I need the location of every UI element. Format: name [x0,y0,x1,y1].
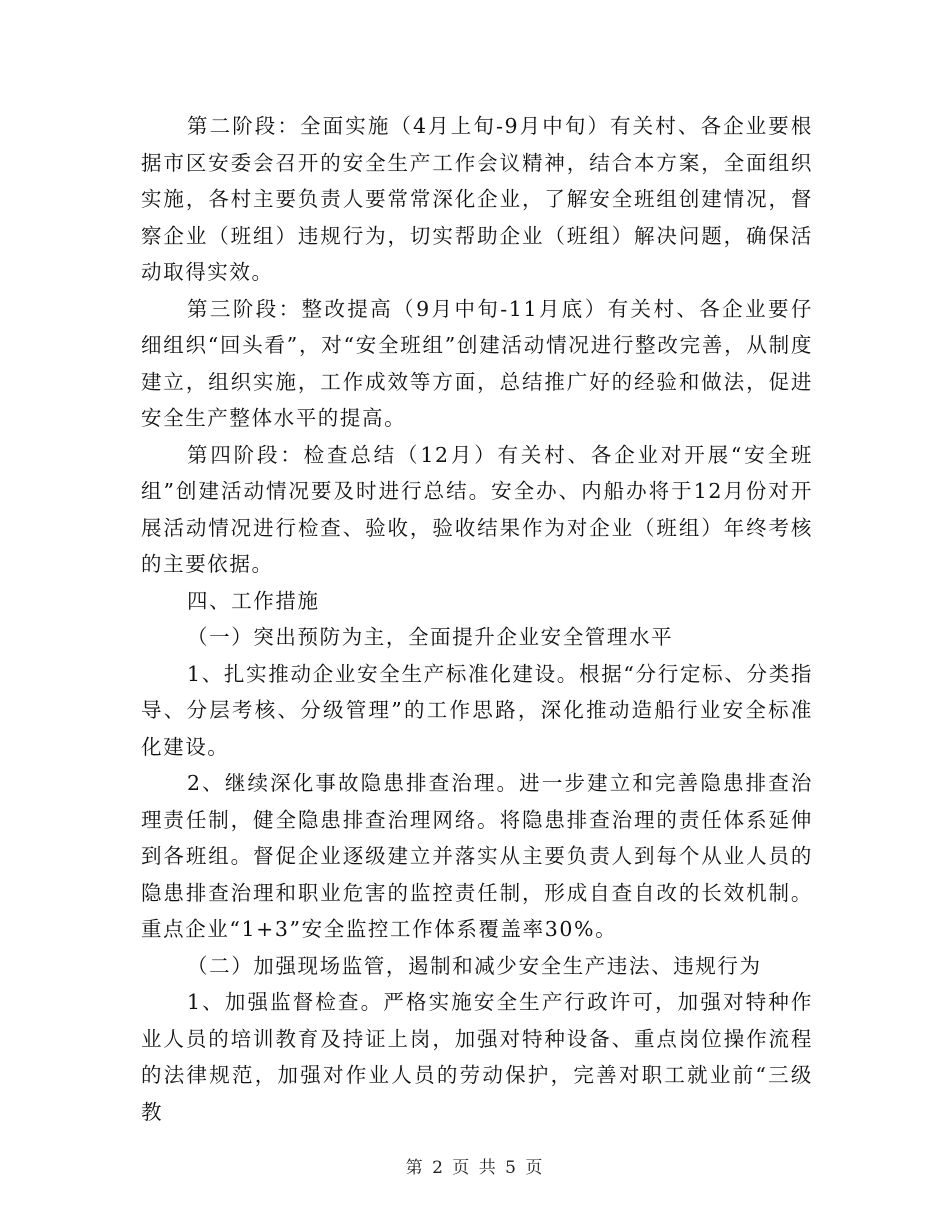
paragraph-supervision-inspection: 1、加强监督检查。严格实施安全生产行政许可，加强对特种作业人员的培训教育及持证上岗，加强对特种设备、重点岗位操作流程的法律规范，加强对作业人员的劳动保护，完善对职工就业前“三级教 [141,990,813,1124]
subsection-heading-prevention: （一）突出预防为主，全面提升企业安全管理水平 [187,625,674,649]
paragraph-phase-three: 第三阶段：整改提高（9月中旬-11月底）有关村、各企业要仔细组织“回头看”，对“安全班组”创建活动情况进行整改完善，从制度建立，组织实施，工作成效等方面，总结推广好的经验和做法，促进安全生产整体水平的提高。 [141,296,813,430]
document-body [141,108,813,1130]
paragraph-standardization: 1、扎实推动企业安全生产标准化建设。根据“分行定标、分类指导、分层考核、分级管理”的工作思路，深化推动造船行业安全标准化建设。 [141,661,813,759]
paragraph-hazard-investigation: 2、继续深化事故隐患排查治理。进一步建立和完善隐患排查治理责任制，健全隐患排查治理网络。将隐患排查治理的责任体系延伸到各班组。督促企业逐级建立并落实从主要负责人到每个从业人员的隐患排查治理和职业危害的监控责任制，形成自查自改的长效机制。重点企业“1+3”安全监控工作体系覆盖率30%。 [141,771,813,941]
page-number-footer: 第 2 页 共 5 页 [405,1158,545,1178]
paragraph-phase-four: 第四阶段：检查总结（12月）有关村、各企业对开展“安全班组”创建活动情况要及时进行总结。安全办、内船办将于12月份对开展活动情况进行检查、验收，验收结果作为对企业（班组）年终考核的主要依据。 [141,442,813,576]
subsection-heading-site-supervision: （二）加强现场监管，遏制和减少安全生产违法、违规行为 [187,953,762,978]
section-heading-work-measures: 四、工作措施 [187,588,320,613]
paragraph-phase-two: 第二阶段：全面实施（4月上旬-9月中旬）有关村、各企业要根据市区安委会召开的安全生产工作会议精神，结合本方案，全面组织实施，各村主要负责人要常常深化企业，了解安全班组创建情况，督察企业（班组）违规行为，切实帮助企业（班组）解决问题，确保活动取得实效。 [141,114,813,284]
